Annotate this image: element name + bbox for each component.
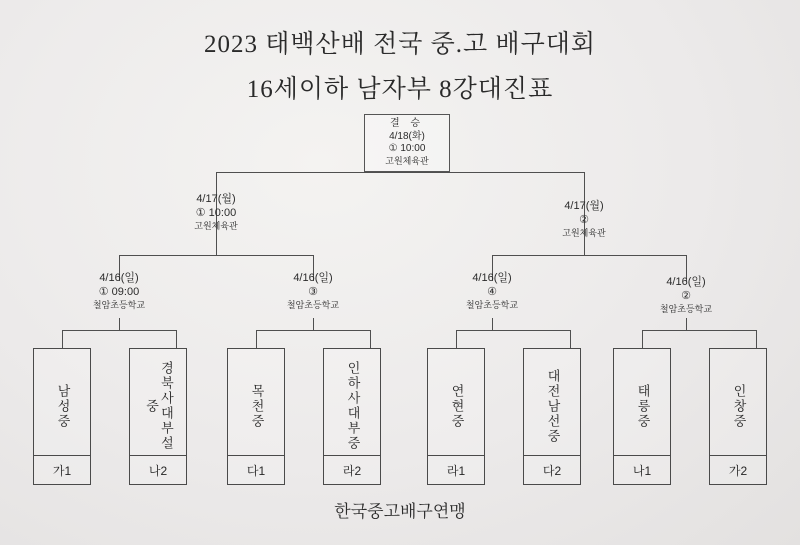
page-title [0,24,800,105]
bracket-line-qf4-drop-left [642,330,643,348]
match-quarterfinal-1[interactable] [59,272,179,311]
quarterfinal-4-date: 4/16(일) [666,276,706,288]
team-seed-divider [228,455,284,456]
team-name: 남성중 [55,383,71,429]
final-date: 4/18(화) [389,130,425,142]
final-venue: 고원체육관 [385,155,429,166]
quarterfinal-3-date: 4/16(일) [472,272,512,284]
team-seed-divider [524,455,580,456]
quarterfinal-3-venue: 철암초등학교 [465,299,519,310]
team-name: 연현중 [449,383,465,429]
team-name: 인창중 [731,383,747,429]
bracket-line-final-right-drop [584,172,585,202]
team-seed: 가2 [728,464,748,478]
team-name: 목천중 [249,383,265,429]
team-box[interactable] [323,348,381,485]
match-quarterfinal-2[interactable] [253,272,373,311]
quarterfinal-2-date: 4/16(일) [293,272,333,284]
match-semifinal-2[interactable] [524,200,644,239]
semifinal-1-date: 4/17(월) [196,193,236,205]
match-quarterfinal-4[interactable] [626,276,746,315]
bracket-line-qf3-horizontal [456,330,570,331]
bracket-line-qf1-drop-right [176,330,177,348]
team-box[interactable] [427,348,485,485]
team-box[interactable] [613,348,671,485]
team-seed: 나2 [148,464,168,478]
quarterfinal-2-match-number: ③ [308,285,318,298]
team-seed: 다1 [246,464,266,478]
team-seed: 가1 [52,464,72,478]
quarterfinal-1-match-number: ① 09:00 [98,285,140,298]
team-seed: 라2 [342,464,362,478]
bracket-line-qf2-drop-left [256,330,257,348]
title-line-1: 2023 태백산배 전국 중.고 배구대회 [203,31,597,58]
team-seed-divider [710,455,766,456]
bracket-line-qf4-horizontal [642,330,756,331]
quarterfinal-1-date: 4/16(일) [99,272,139,284]
team-box[interactable] [33,348,91,485]
team-name: 대전남선중 [545,368,561,444]
bracket-line-qf3-drop-left [456,330,457,348]
team-seed: 나1 [632,464,652,478]
team-box[interactable] [709,348,767,485]
team-seed-divider [130,455,186,456]
bracket-line-qf2-drop-right [370,330,371,348]
bracket-line-qf2-stem [313,318,314,330]
title-line-2: 16세이하 남자부 8강대진표 [246,76,554,103]
bracket-line-qf1-drop-left [62,330,63,348]
team-seed-divider [614,455,670,456]
team-seed-divider [34,455,90,456]
team-seed-divider [428,455,484,456]
team-name: 인하사대부중 [345,361,361,451]
semifinal-2-date: 4/17(월) [564,200,604,212]
bracket-line-qf4-drop-right [756,330,757,348]
quarterfinal-4-venue: 철암초등학교 [659,303,713,314]
match-quarterfinal-3[interactable] [432,272,552,311]
final-round-label: 결 승 [389,118,425,129]
semifinal-1-match-number: ① 10:00 [195,206,237,219]
semifinal-1-venue: 고원체육관 [194,220,238,231]
team-box[interactable] [227,348,285,485]
bracket-line-qf1-stem [119,318,120,330]
quarterfinal-4-match-number: ② [681,289,691,302]
match-final[interactable] [364,114,450,172]
quarterfinal-2-venue: 철암초등학교 [286,299,340,310]
semifinal-2-match-number: ② [579,213,589,226]
team-seed: 라1 [446,464,466,478]
team-name: 경북사대부설중 [144,361,174,451]
bracket-line-semi-left-horizontal [119,255,313,256]
team-box[interactable] [523,348,581,485]
match-semifinal-1[interactable] [156,193,276,232]
bracket-line-qf4-stem [686,318,687,330]
bracket-line-qf2-horizontal [256,330,370,331]
semifinal-2-venue: 고원체육관 [562,227,606,238]
bracket-line-qf3-drop-right [570,330,571,348]
final-match-number: ① 10:00 [388,143,426,154]
bracket-line-final-horizontal [216,172,584,173]
bracket-line-qf1-horizontal [62,330,176,331]
team-name: 태릉중 [635,383,651,429]
organization-footer: 한국중고배구연맹 [334,502,466,521]
quarterfinal-1-venue: 철암초등학교 [92,299,146,310]
team-seed-divider [324,455,380,456]
team-box[interactable] [129,348,187,485]
quarterfinal-3-match-number: ④ [487,285,497,298]
bracket-line-qf3-stem [492,318,493,330]
team-seed: 다2 [542,464,562,478]
bracket-line-semi-right-horizontal [492,255,686,256]
